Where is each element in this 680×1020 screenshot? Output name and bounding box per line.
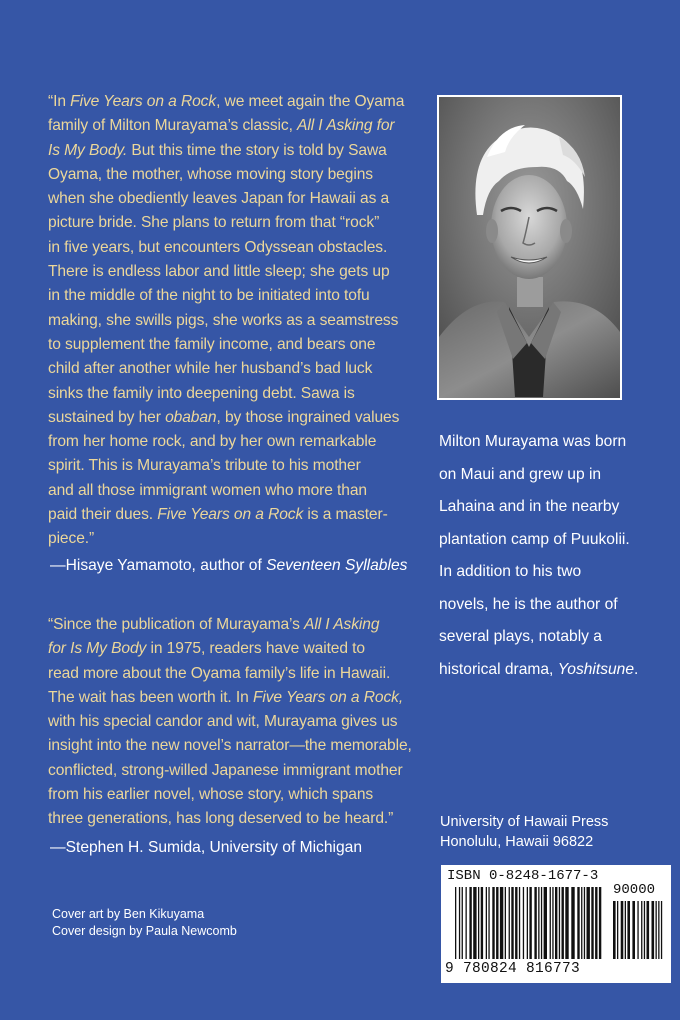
text-line: piece.” [48,530,95,548]
barcode-bar [599,887,601,959]
barcode-bar [519,887,520,959]
barcode-bar [488,887,489,959]
text-line: for Is My Body in 1975, readers have waited to [48,640,365,658]
barcode-bar [552,887,553,959]
text-line: to supplement the family income, and bears one [48,335,376,353]
barcode-bar [505,887,506,959]
text-line: family of Milton Murayama’s classic, All I Asking for [48,117,395,135]
barcode-bar [571,887,574,959]
cover-art-credit: Cover art by Ben Kikuyama [52,907,205,921]
price-addon-label: 90000 [613,882,656,898]
text-line: Is My Body. But this time the story is told by Sawa [48,141,387,159]
text-line: “Since the publication of Murayama’s All I Asking [48,616,380,633]
author-bio [439,426,659,686]
barcode-bar [555,887,557,959]
barcode-bar [587,887,590,959]
text-line: sinks the family into deepening debt. Sawa is [48,384,355,402]
barcode-bar [565,887,568,959]
barcode-bar [509,887,510,959]
barcode-bar [581,887,582,959]
text-line: conflicted, strong-willed Japanese immigrant mother [48,761,403,779]
text-line: historical drama, Yoshitsune. [439,660,639,678]
barcode-bar [523,887,524,959]
addon-bar [652,901,655,959]
author-portrait-photo-icon [439,97,620,398]
barcode-bar [466,887,467,959]
barcode-bar [550,887,551,959]
text-line: The wait has been worth it. In Five Years on a Rock, [48,688,404,706]
barcode-bar [541,887,542,959]
barcode-bar [595,887,597,959]
addon-bar [621,901,624,959]
addon-bar [613,901,616,959]
addon-bar [627,901,630,959]
author-photo [437,95,622,400]
barcode-bar [481,887,483,959]
barcode-bar [515,887,517,959]
text-line: when she obediently leaves Japan for Hawaii as a [48,190,390,208]
text-line: spirit. This is Murayama’s tribute to his mother [48,457,361,475]
quote-yamamoto [48,90,405,552]
text-line: picture bride. She plans to return from that “rock” [48,214,380,232]
addon-bar [625,901,626,959]
cover-credits [52,906,237,940]
barcode-bar [492,887,494,959]
text-line: child after another while her husband’s bad luck [48,360,373,378]
barcode-bar [455,887,456,959]
text-line: in five years, but encounters Odyssean obstacles. [48,238,388,256]
barcode-bar [584,887,585,959]
text-line: novels, he is the author of [439,595,618,613]
addon-bar [632,901,635,959]
isbn-barcode [441,865,671,983]
cover-design-credit: Cover design by Paula Newcomb [52,924,237,938]
isbn-label: ISBN 0-8248-1677-3 [447,868,599,884]
text-line: and all those immigrant women who more than [48,481,367,499]
barcode-bar [544,887,547,959]
addon-bar [661,901,662,959]
addon-bar [641,901,642,959]
addon-bar [617,901,618,959]
text-line: There is endless labor and little sleep; she gets up [48,263,390,281]
barcode-bar [462,887,463,959]
addon-bar [658,901,659,959]
barcode-bar [473,887,476,959]
addon-bar [647,901,650,959]
barcode-bar [529,887,531,959]
barcode-bar [469,887,471,959]
barcode-bar [500,887,503,959]
text-line: making, she swills pigs, she works as a seamstress [48,311,399,329]
text-line: in the middle of the night to be initiated into tofu [48,287,370,305]
text-line: on Maui and grew up in [439,465,602,483]
text-line: from his earlier novel, whose story, which spans [48,786,374,804]
barcode-bar [538,887,539,959]
text-line: plantation camp of Puukolii. [439,530,630,548]
barcode-bar [478,887,479,959]
barcode-bar [511,887,513,959]
barcode-bar [562,887,564,959]
addon-bar [637,901,638,959]
barcode-bar [577,887,579,959]
barcode-bar [459,887,460,959]
barcode-bar [534,887,536,959]
text-line: several plays, notably a [439,628,602,645]
ean-number: 9 780824 816773 [445,961,581,977]
text-line: insight into the new novel’s narrator—the memorable, [48,737,412,755]
attribution-sumida: —Stephen H. Sumida, University of Michigan [50,839,363,856]
text-line: “In Five Years on a Rock, we meet again the Oyama [48,93,405,110]
text-line: read more about the Oyama family’s life in Hawaii. [48,664,391,682]
publisher-name: University of Hawaii Press [440,814,609,830]
text-line: Lahaina and in the nearby [439,498,620,515]
barcode-bar [559,887,560,959]
barcode-bar [591,887,593,959]
barcode-bar [486,887,487,959]
text-line: Milton Murayama was born [439,433,627,450]
text-line: sustained by her obaban, by those ingrained values [48,408,400,426]
addon-bar [656,901,657,959]
quote-sumida [48,613,412,832]
text-line: paid their dues. Five Years on a Rock is a master- [48,506,388,524]
attribution-yamamoto: —Hisaye Yamamoto, author of Seventeen Syllables [50,557,408,574]
publisher-info [440,812,608,852]
text-line: from her home rock, and by her own remarkable [48,433,377,451]
barcode-bar [496,887,498,959]
text-line: In addition to his two [439,563,582,580]
text-line: three generations, has long deserved to be heard.” [48,810,394,828]
addon-bar [644,901,645,959]
publisher-address: Honolulu, Hawaii 96822 [440,834,594,850]
text-line: Oyama, the mother, whose moving story begins [48,165,373,183]
barcode-bar [527,887,528,959]
text-line: with his special candor and wit, Murayama gives us [48,713,398,731]
